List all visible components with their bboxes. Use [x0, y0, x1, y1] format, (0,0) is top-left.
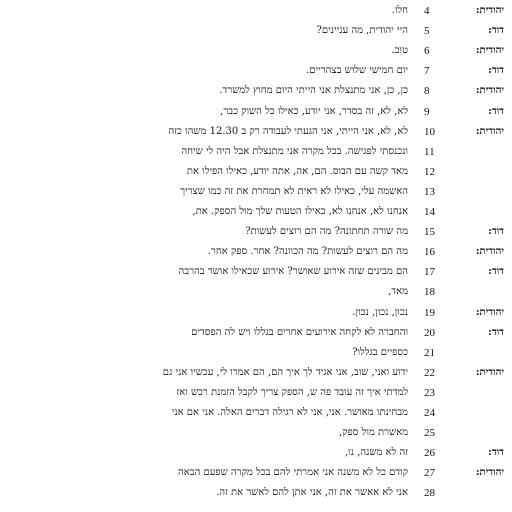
line-number: 20	[424, 326, 435, 339]
line-number: 17	[424, 266, 435, 279]
line-text: חלו.	[391, 5, 408, 16]
speaker-label: יהודית:	[475, 5, 504, 16]
speaker-label: יהודית:	[475, 306, 504, 318]
line-text: מבחינתו מאושר. אני, אני לא רגילה דברים האלה. אני אם אני	[171, 407, 408, 418]
line-number: 26	[424, 447, 435, 460]
transcript-line	[0, 22, 512, 42]
speaker-label: יהודית:	[475, 467, 504, 479]
line-text: היי יהודית, מה עניינים?	[316, 25, 408, 37]
transcript-line	[0, 62, 512, 82]
transcript-line	[0, 203, 512, 223]
line-text: ידוע ואני, שוב, אני אגיד לך איך הם, הם אמרו לי, עכשיו אני גם	[162, 366, 408, 378]
line-number: 5	[424, 25, 430, 38]
line-number: 28	[424, 487, 435, 500]
transcript-line	[0, 82, 512, 102]
speaker-label: יהודית:	[475, 45, 504, 57]
transcript-line	[0, 464, 512, 484]
line-number: 12	[424, 165, 435, 178]
line-text: זה לא משנה, נו,	[345, 447, 408, 459]
speaker-label: דוד:	[488, 447, 504, 459]
transcript-line	[0, 103, 512, 123]
line-text: והחברה לא לקחה אירועים אחרים בגללו ויש לה הפסדים	[191, 326, 408, 338]
line-number: 18	[424, 286, 435, 299]
line-number: 13	[424, 185, 435, 198]
transcript-line	[0, 123, 512, 143]
transcript-line	[0, 263, 512, 283]
line-text: האשמה עלי, כאילו לא ראית לא תמחרת את זה כמו שצריך	[180, 185, 408, 197]
line-number: 21	[424, 346, 435, 359]
line-number: 6	[424, 45, 430, 58]
line-text: מאד,	[388, 286, 408, 298]
speaker-label: יהודית:	[475, 246, 504, 258]
line-text: אני לא אאשר את זה, אני אתן להם לאשר את זה.	[216, 487, 408, 499]
line-text: נכון, נכון, נכון.	[352, 306, 408, 318]
line-number: 15	[424, 226, 435, 239]
line-text: יום חמישי שלוש בצהריים.	[306, 65, 408, 77]
speaker-label: יהודית:	[475, 366, 504, 378]
line-number: 14	[424, 206, 435, 218]
line-text: אנחנו לא, אנחנו לא, כאילו הטעות שלך מול הספק. את,	[192, 206, 408, 217]
line-number: 7	[424, 65, 430, 78]
line-number: 11	[424, 145, 435, 158]
line-number: 23	[424, 386, 435, 399]
transcript-line	[0, 404, 512, 424]
line-text: מאד קשה עם הבוס. הם, אה, אתה יודע, כאילו הפילו את	[186, 165, 408, 177]
transcript-line	[0, 2, 512, 22]
transcript-line	[0, 243, 512, 263]
line-number: 10	[424, 125, 435, 138]
line-number: 9	[424, 105, 430, 118]
line-text: למדתי איך זה עובד פה ש, הספק צריך לקבל הזמנת רכש ואז	[176, 386, 408, 398]
speaker-label: דוד:	[488, 105, 504, 117]
line-number: 4	[424, 5, 430, 17]
line-number: 24	[424, 407, 435, 419]
transcript-line	[0, 364, 512, 384]
transcript-line	[0, 444, 512, 464]
line-number: 19	[424, 306, 435, 319]
line-number: 27	[424, 467, 435, 480]
line-text: כספיים בגללו?	[352, 346, 408, 358]
line-number: 16	[424, 246, 435, 259]
line-text: לא, לא, זה בסדר, אני יודע, כאילו כל השוק כבר,	[220, 105, 408, 117]
line-text: לא, לא, אני הייתי, אני הגעתי לעבודה רק ב 12.30 משהו כזה	[168, 125, 408, 137]
speaker-label: דוד:	[488, 65, 504, 77]
line-text: מה שורה תחתונה? מה הם רוצים לעשות?	[245, 226, 408, 238]
transcript-line	[0, 384, 512, 404]
line-number: 25	[424, 427, 435, 440]
transcript-line	[0, 143, 512, 163]
line-text: ונכנסתי לפגישה. בכל מקרה אני מתנצלת אבל היה לי שיחה	[181, 145, 408, 157]
line-number: 8	[424, 85, 430, 98]
speaker-label: דוד:	[488, 266, 504, 278]
speaker-label: דוד:	[488, 226, 504, 238]
line-text: מה הם רוצים לעשות? מה הכוונה? אחר. ספק אחר.	[207, 246, 408, 258]
transcript-line	[0, 163, 512, 183]
transcript-line	[0, 223, 512, 243]
transcript-line	[0, 424, 512, 444]
transcript-line	[0, 42, 512, 62]
speaker-label: דוד:	[488, 25, 504, 37]
speaker-label: דוד:	[488, 326, 504, 338]
transcript-line	[0, 344, 512, 364]
line-text: קודם כל לא משנה אני אמרתי להם בכל מקרה שפעם הבאה	[178, 467, 408, 479]
transcript-line	[0, 183, 512, 203]
line-text: כן, כן, אני מתנצלת אני הייתי היום מחוץ למשרד.	[219, 85, 408, 97]
transcript-line	[0, 484, 512, 504]
transcript-line	[0, 324, 512, 344]
speaker-label: יהודית:	[475, 85, 504, 97]
line-text: טוב.	[391, 45, 408, 57]
line-text: הם מבינים שזה אירוע שאושר? אירוע שכאילו אושר בהרבה	[178, 266, 408, 278]
transcript-line	[0, 283, 512, 303]
speaker-label: יהודית:	[475, 125, 504, 137]
line-number: 22	[424, 366, 435, 379]
transcript-line	[0, 304, 512, 324]
line-text: מאשרת מול ספק,	[339, 427, 408, 439]
